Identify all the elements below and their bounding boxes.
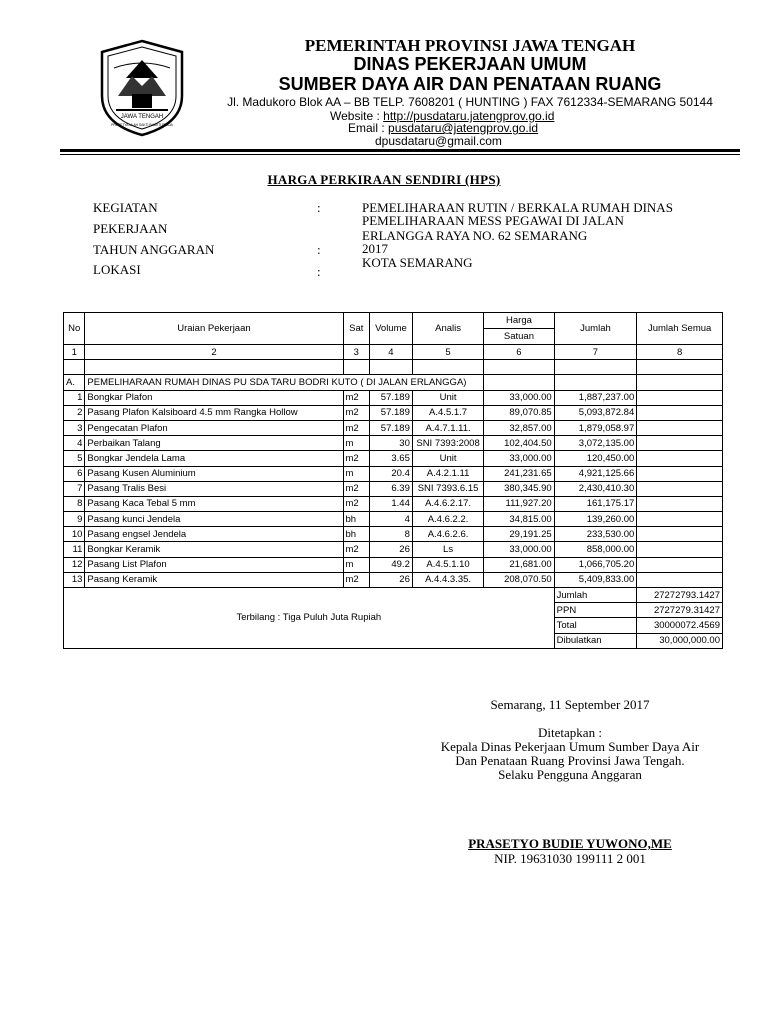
website-label: Website : bbox=[330, 109, 380, 123]
item-uraian: Pasang Plafon Kalsiboard 4.5 mm Rangka Hollow bbox=[85, 405, 343, 420]
item-sat: m2 bbox=[343, 420, 370, 435]
table-row bbox=[64, 572, 723, 587]
item-volume: 26 bbox=[370, 542, 413, 557]
item-sat: m2 bbox=[343, 451, 370, 466]
item-analis: A.4.5.1.10 bbox=[412, 557, 483, 572]
item-analis: A.4.4.3.35. bbox=[412, 572, 483, 587]
item-analis: A.4.7.1.11. bbox=[412, 420, 483, 435]
item-sat: m2 bbox=[343, 542, 370, 557]
item-volume: 3.65 bbox=[370, 451, 413, 466]
item-no: 2 bbox=[64, 405, 85, 420]
kegiatan-label: KEGIATAN bbox=[93, 200, 158, 215]
item-sat: m2 bbox=[343, 496, 370, 511]
item-jumlah: 5,409,833.00 bbox=[554, 572, 637, 587]
item-no: 5 bbox=[64, 451, 85, 466]
item-jumlah-semua bbox=[637, 557, 723, 572]
item-harga: 29,191.25 bbox=[484, 527, 554, 542]
col-number: 7 bbox=[554, 345, 637, 360]
item-sat: m bbox=[343, 557, 370, 572]
item-sat: m2 bbox=[343, 405, 370, 420]
table-row bbox=[64, 496, 723, 511]
item-jumlah-semua bbox=[637, 451, 723, 466]
item-analis: Unit bbox=[412, 451, 483, 466]
item-volume: 6.39 bbox=[370, 481, 413, 496]
item-jumlah: 2,430,410.30 bbox=[554, 481, 637, 496]
table-row bbox=[64, 542, 723, 557]
hps-table bbox=[63, 312, 723, 649]
letterhead-rule-thin bbox=[60, 154, 740, 155]
item-jumlah-semua bbox=[637, 405, 723, 420]
col-number: 1 bbox=[64, 345, 85, 360]
pekerjaan-value-1: PEMELIHARAAN MESS PEGAWAI DI JALAN bbox=[362, 213, 624, 228]
table-row bbox=[64, 436, 723, 451]
item-jumlah-semua bbox=[637, 542, 723, 557]
item-jumlah-semua bbox=[637, 512, 723, 527]
summary-value: 30,000,000.00 bbox=[637, 633, 723, 648]
summary-row bbox=[64, 588, 723, 603]
item-uraian: Pasang List Plafon bbox=[85, 557, 343, 572]
item-harga: 32,857.00 bbox=[484, 420, 554, 435]
item-no: 4 bbox=[64, 436, 85, 451]
email-link[interactable]: pusdataru@jatengprov.go.id bbox=[388, 121, 539, 135]
letterhead-rule-thick bbox=[60, 149, 740, 152]
col-number: 5 bbox=[412, 345, 483, 360]
letterhead-line-3: SUMBER DAYA AIR DAN PENATAAN RUANG bbox=[278, 74, 662, 94]
item-sat: m bbox=[343, 436, 370, 451]
item-no: 7 bbox=[64, 481, 85, 496]
item-uraian: Pasang kunci Jendela bbox=[85, 512, 343, 527]
item-sat: bh bbox=[343, 527, 370, 542]
item-jumlah: 4,921,125.66 bbox=[554, 466, 637, 481]
table-row bbox=[64, 512, 723, 527]
letterhead-email-2: dpusdataru@gmail.com bbox=[375, 134, 502, 148]
tahun-anggaran-label: TAHUN ANGGARAN bbox=[93, 242, 215, 257]
spacer-row bbox=[64, 360, 723, 375]
pekerjaan-value-2: ERLANGGA RAYA NO. 62 SEMARANG bbox=[362, 228, 588, 243]
item-jumlah-semua bbox=[637, 420, 723, 435]
item-uraian: Pasang engsel Jendela bbox=[85, 527, 343, 542]
table-row bbox=[64, 405, 723, 420]
item-uraian: Pasang Tralis Besi bbox=[85, 481, 343, 496]
letterhead-address: Jl. Madukoro Blok AA – BB TELP. 7608201 ( HUNTING ) FAX 7612334-SEMARANG 50144 bbox=[227, 95, 713, 109]
item-uraian: Bongkar Plafon bbox=[85, 390, 343, 405]
header-jumlah: Jumlah bbox=[554, 313, 637, 345]
item-no: 11 bbox=[64, 542, 85, 557]
item-no: 1 bbox=[64, 390, 85, 405]
item-jumlah: 161,175.17 bbox=[554, 496, 637, 511]
terbilang-text: Terbilang : Tiga Puluh Juta Rupiah bbox=[64, 588, 555, 649]
item-jumlah: 1,887,237.00 bbox=[554, 390, 637, 405]
header-harga: Harga bbox=[484, 313, 554, 329]
item-volume: 4 bbox=[370, 512, 413, 527]
item-analis: A.4.2.1.11 bbox=[412, 466, 483, 481]
item-jumlah-semua bbox=[637, 481, 723, 496]
item-jumlah: 5,093,872.84 bbox=[554, 405, 637, 420]
summary-label: Jumlah bbox=[554, 588, 637, 603]
item-harga: 21,681.00 bbox=[484, 557, 554, 572]
item-sat: m2 bbox=[343, 390, 370, 405]
item-no: 9 bbox=[64, 512, 85, 527]
item-sat: m2 bbox=[343, 481, 370, 496]
item-jumlah-semua bbox=[637, 436, 723, 451]
lokasi-value: KOTA SEMARANG bbox=[362, 255, 473, 270]
item-harga: 33,000.00 bbox=[484, 542, 554, 557]
summary-value: 2727279.31427 bbox=[637, 603, 723, 618]
header-jumlah-semua: Jumlah Semua bbox=[637, 313, 723, 345]
summary-label: Dibulatkan bbox=[554, 633, 637, 648]
letterhead-line-2: DINAS PEKERJAAN UMUM bbox=[353, 54, 587, 74]
item-jumlah: 139,260.00 bbox=[554, 512, 637, 527]
table-row bbox=[64, 481, 723, 496]
item-jumlah: 3,072,135.00 bbox=[554, 436, 637, 451]
summary-value: 27272793.1427 bbox=[637, 588, 723, 603]
item-jumlah: 1,879,058.97 bbox=[554, 420, 637, 435]
item-jumlah-semua bbox=[637, 390, 723, 405]
header-volume: Volume bbox=[370, 313, 413, 345]
header-analis: Analis bbox=[412, 313, 483, 345]
province-emblem-logo bbox=[96, 38, 188, 138]
lokasi-colon: : bbox=[317, 264, 321, 279]
header-satuan: Satuan bbox=[484, 329, 554, 345]
item-harga: 241,231.65 bbox=[484, 466, 554, 481]
position-line-1: Kepala Dinas Pekerjaan Umum Sumber Daya Air bbox=[440, 739, 700, 754]
item-no: 8 bbox=[64, 496, 85, 511]
item-jumlah-semua bbox=[637, 496, 723, 511]
item-volume: 8 bbox=[370, 527, 413, 542]
table-row bbox=[64, 466, 723, 481]
item-volume: 30 bbox=[370, 436, 413, 451]
item-jumlah-semua bbox=[637, 527, 723, 542]
table-row bbox=[64, 420, 723, 435]
item-jumlah: 120,450.00 bbox=[554, 451, 637, 466]
header-uraian: Uraian Pekerjaan bbox=[85, 313, 343, 345]
letterhead-email bbox=[348, 121, 538, 135]
position-line-2: Dan Penataan Ruang Provinsi Jawa Tengah. bbox=[455, 753, 685, 768]
kegiatan-colon: : bbox=[317, 200, 321, 215]
email-label: Email : bbox=[348, 121, 385, 135]
item-volume: 26 bbox=[370, 572, 413, 587]
col-number: 8 bbox=[637, 345, 723, 360]
item-uraian: Perbaikan Talang bbox=[85, 436, 343, 451]
item-volume: 57.189 bbox=[370, 390, 413, 405]
col-number: 6 bbox=[484, 345, 554, 360]
item-no: 10 bbox=[64, 527, 85, 542]
item-no: 12 bbox=[64, 557, 85, 572]
item-volume: 1.44 bbox=[370, 496, 413, 511]
item-uraian: Pengecatan Plafon bbox=[85, 420, 343, 435]
item-harga: 102,404.50 bbox=[484, 436, 554, 451]
item-no: 6 bbox=[64, 466, 85, 481]
website-link[interactable]: http://pusdataru.jatengprov.go.id bbox=[383, 109, 555, 123]
item-analis: SNI 7393.6.15 bbox=[412, 481, 483, 496]
item-analis: A.4.6.2.2. bbox=[412, 512, 483, 527]
item-uraian: Bongkar Jendela Lama bbox=[85, 451, 343, 466]
item-volume: 57.189 bbox=[370, 420, 413, 435]
hps-table-wrapper bbox=[63, 312, 723, 649]
item-harga: 111,927.20 bbox=[484, 496, 554, 511]
signatory-nip: NIP. 19631030 199111 2 001 bbox=[494, 851, 646, 866]
item-harga: 208,070.50 bbox=[484, 572, 554, 587]
section-row bbox=[64, 375, 723, 390]
item-analis: Ls bbox=[412, 542, 483, 557]
item-sat: m bbox=[343, 466, 370, 481]
item-jumlah-semua bbox=[637, 572, 723, 587]
col-number: 4 bbox=[370, 345, 413, 360]
item-harga: 34,815.00 bbox=[484, 512, 554, 527]
table-row bbox=[64, 527, 723, 542]
ditetapkan: Ditetapkan : bbox=[538, 725, 602, 740]
document-title: HARGA PERKIRAAN SENDIRI (HPS) bbox=[267, 172, 501, 187]
item-jumlah: 233,530.00 bbox=[554, 527, 637, 542]
table-row bbox=[64, 451, 723, 466]
column-number-row bbox=[64, 345, 723, 360]
signatory-name: PRASETYO BUDIE YUWONO,ME bbox=[468, 836, 672, 851]
item-uraian: Pasang Keramik bbox=[85, 572, 343, 587]
table-row bbox=[64, 390, 723, 405]
item-no: 3 bbox=[64, 420, 85, 435]
section-title: PEMELIHARAAN RUMAH DINAS PU SDA TARU BODRI KUTO ( DI JALAN ERLANGGA) bbox=[85, 375, 484, 390]
item-analis: A.4.5.1.7 bbox=[412, 405, 483, 420]
item-analis: A.4.6.2.17. bbox=[412, 496, 483, 511]
logo-text-bottom: PRASETYA ULAH SAKTI BHAKTI PRAJA bbox=[111, 123, 173, 127]
table-header-row bbox=[64, 313, 723, 329]
summary-value: 30000072.4569 bbox=[637, 618, 723, 633]
pekerjaan-label: PEKERJAAN bbox=[93, 221, 168, 236]
tahun-anggaran-value: 2017 bbox=[362, 241, 388, 256]
item-uraian: Pasang Kusen Aluminium bbox=[85, 466, 343, 481]
item-analis: Unit bbox=[412, 390, 483, 405]
item-no: 13 bbox=[64, 572, 85, 587]
item-sat: bh bbox=[343, 512, 370, 527]
header-no: No bbox=[64, 313, 85, 345]
item-analis: A.4.6.2.6. bbox=[412, 527, 483, 542]
summary-label: Total bbox=[554, 618, 637, 633]
item-volume: 20.4 bbox=[370, 466, 413, 481]
position-line-3: Selaku Pengguna Anggaran bbox=[498, 767, 642, 782]
item-uraian: Pasang Kaca Tebal 5 mm bbox=[85, 496, 343, 511]
item-sat: m2 bbox=[343, 572, 370, 587]
lokasi-label: LOKASI bbox=[93, 262, 141, 277]
item-harga: 33,000.00 bbox=[484, 390, 554, 405]
table-row bbox=[64, 557, 723, 572]
section-code: A. bbox=[64, 375, 85, 390]
item-analis: SNI 7393:2008 bbox=[412, 436, 483, 451]
item-jumlah: 1,066,705.20 bbox=[554, 557, 637, 572]
item-volume: 49.2 bbox=[370, 557, 413, 572]
item-uraian: Bongkar Keramik bbox=[85, 542, 343, 557]
item-harga: 89,070.85 bbox=[484, 405, 554, 420]
col-number: 3 bbox=[343, 345, 370, 360]
item-jumlah: 858,000.00 bbox=[554, 542, 637, 557]
kegiatan-value: PEMELIHARAAN RUTIN / BERKALA RUMAH DINAS bbox=[362, 200, 673, 215]
tahun-anggaran-colon: : bbox=[317, 242, 321, 257]
item-harga: 33,000.00 bbox=[484, 451, 554, 466]
summary-label: PPN bbox=[554, 603, 637, 618]
item-jumlah-semua bbox=[637, 466, 723, 481]
logo-text-top: JAWA TENGAH bbox=[120, 114, 164, 120]
header-sat: Sat bbox=[343, 313, 370, 345]
item-volume: 57.189 bbox=[370, 405, 413, 420]
item-harga: 380,345.90 bbox=[484, 481, 554, 496]
col-number: 2 bbox=[85, 345, 343, 360]
place-date: Semarang, 11 September 2017 bbox=[490, 697, 650, 712]
letterhead-line-1: PEMERINTAH PROVINSI JAWA TENGAH bbox=[304, 36, 636, 55]
